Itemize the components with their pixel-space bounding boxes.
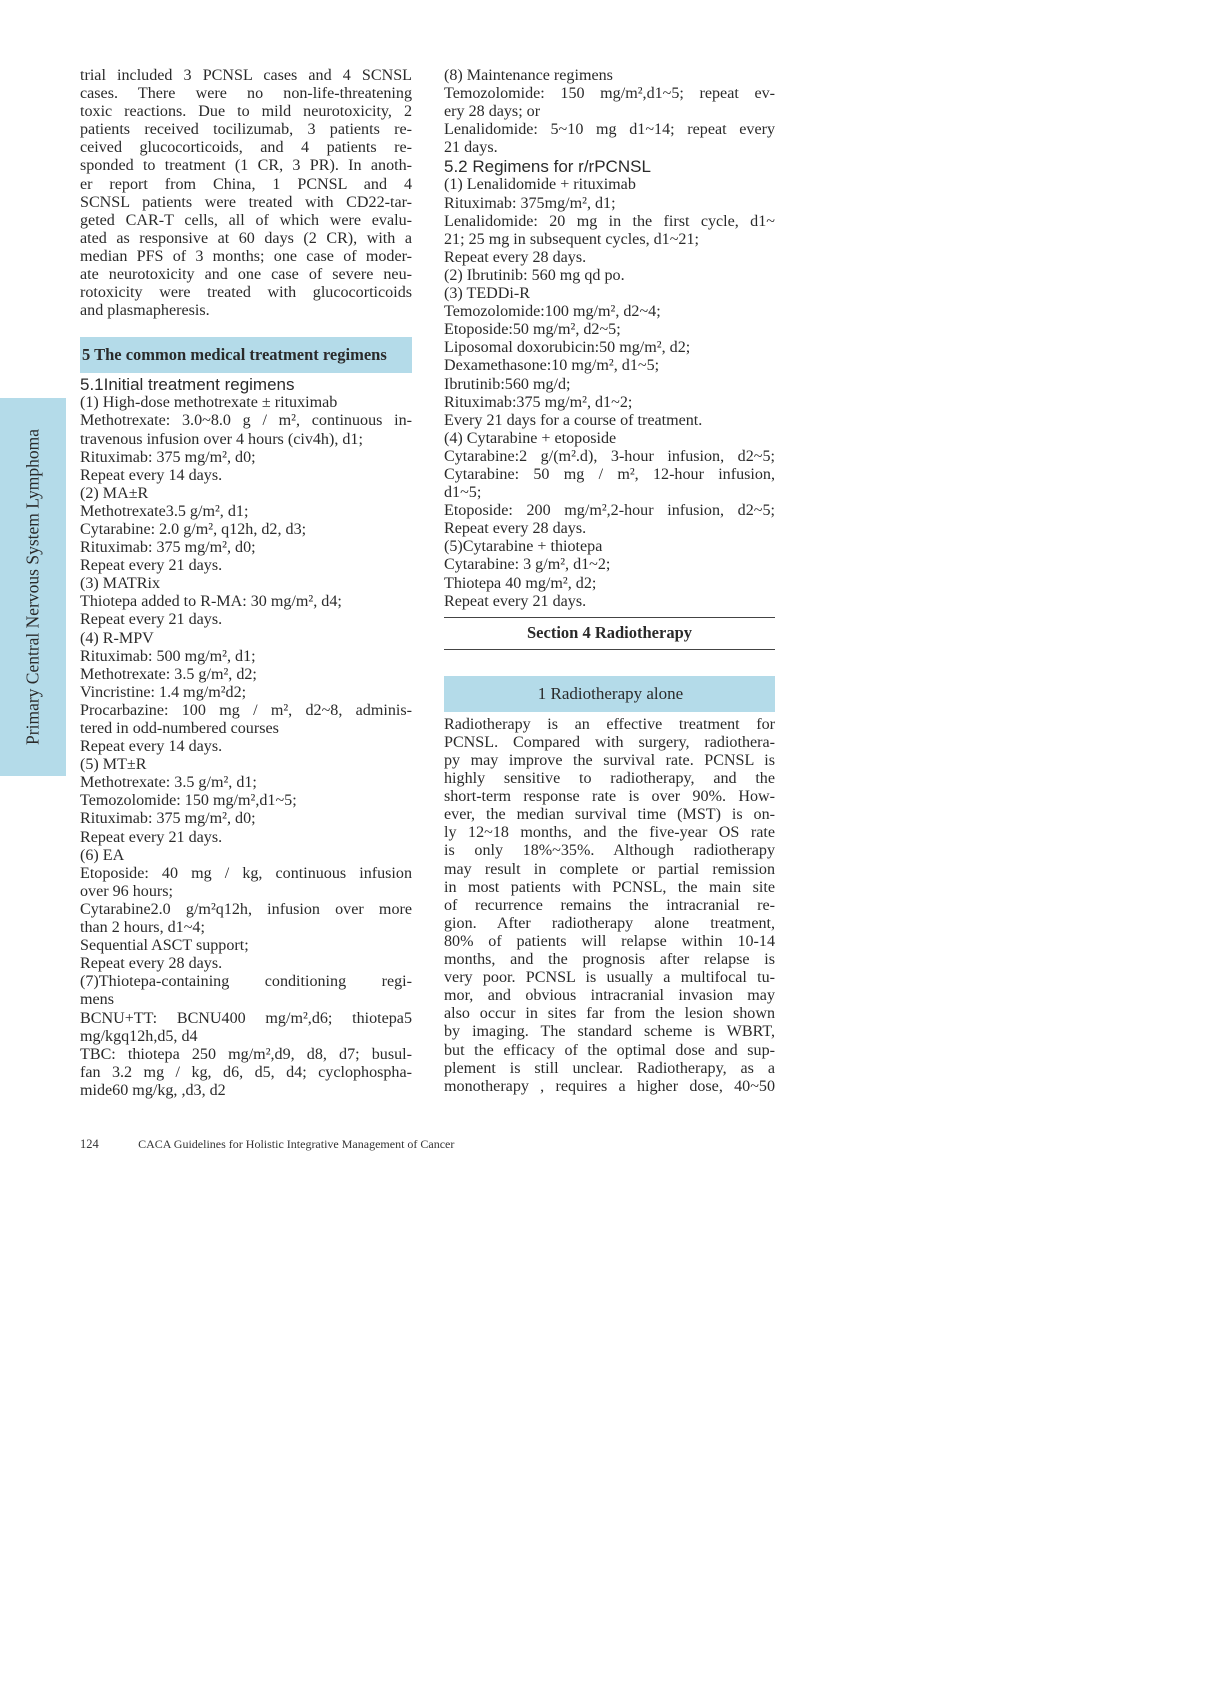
text-line: monotherapy , requires a higher dose, 40~50 <box>444 1077 775 1095</box>
regimen-line: over 96 hours; <box>80 882 173 900</box>
regimen-line: TBC: thiotepa 250 mg/m²,d9, d8, d7; busul- <box>80 1045 412 1063</box>
regimen-line: (1) Lenalidomide + rituximab <box>444 176 636 194</box>
text-line: and plasmapheresis. <box>80 302 210 320</box>
text-line: ated as responsive at 60 days (2 CR), with a <box>80 229 412 247</box>
regimen-line: Repeat every 14 days. <box>80 466 223 484</box>
left-column <box>80 67 412 1100</box>
regimen-line: Rituximab: 375mg/m², d1; <box>444 194 616 212</box>
regimen-line: (8) Maintenance regimens <box>444 67 613 84</box>
regimen-line: (4) R-MPV <box>80 629 154 647</box>
regimen-line: Ibrutinib:560 mg/d; <box>444 375 571 393</box>
text-line: may result in complete or partial remission <box>444 860 775 878</box>
text-line: ceived glucocorticoids, and 4 patients re- <box>80 139 412 157</box>
regimen-line: Methotrexate: 3.0~8.0 g / m², continuous in- <box>80 412 412 430</box>
regimen-line: Repeat every 28 days. <box>444 248 587 266</box>
side-tab-label: Primary Central Nervous System Lymphoma <box>22 429 43 745</box>
text-line: PCNSL. Compared with surgery, radiothera- <box>444 733 775 751</box>
text-line: py may improve the survival rate. PCNSL is <box>444 752 775 769</box>
text-line: ate neurotoxicity and one case of severe neu- <box>80 266 412 284</box>
regimen-line: Methotrexate: 3.5 g/m², d1; <box>80 774 257 792</box>
regimen-line: Rituximab: 375 mg/m², d0; <box>80 810 256 828</box>
text-line: short-term response rate is over 90%. How- <box>444 788 775 806</box>
regimen-line: Repeat every 28 days. <box>80 955 223 973</box>
regimen-line: Cytarabine: 2.0 g/m², q12h, d2, d3; <box>80 520 307 538</box>
regimen-line: Cytarabine2.0 g/m²q12h, infusion over more <box>80 900 412 918</box>
regimen-line: Repeat every 21 days. <box>80 828 223 846</box>
running-title: CACA Guidelines for Holistic Integrative Management of Cancer <box>138 1137 455 1151</box>
text-line: rotoxicity were treated with glucocorticoids <box>80 284 412 302</box>
subsection-heading: 5.2 Regimens for r/rPCNSL <box>444 157 651 177</box>
regimen-line: Temozolomide:100 mg/m², d2~4; <box>444 303 661 321</box>
section-title: Section 4 Radiotherapy <box>444 617 775 650</box>
side-tab <box>0 398 66 776</box>
regimen-line: Methotrexate3.5 g/m², d1; <box>80 502 249 520</box>
text-line: of recurrence remains the intracranial re- <box>444 896 775 914</box>
regimen-line: Repeat every 14 days. <box>80 738 223 756</box>
regimen-line: Repeat every 21 days. <box>80 611 223 629</box>
regimen-line: Lenalidomide: 20 mg in the first cycle, d1~ <box>444 212 775 230</box>
section-heading-box: 5 The common medical treatment regimens <box>80 337 412 373</box>
regimen-line: Rituximab: 375 mg/m², d0; <box>80 539 256 557</box>
text-line: Radiotherapy is an effective treatment for <box>444 715 775 733</box>
text-line: highly sensitive to radiotherapy, and the <box>444 770 775 788</box>
regimen-line: tered in odd-numbered courses <box>80 720 279 737</box>
regimen-line: (2) Ibrutinib: 560 mg qd po. <box>444 266 625 284</box>
text-line: geted CAR-T cells, all of which were evalu- <box>80 211 412 229</box>
regimen-line: mg/kgq12h,d5, d4 <box>80 1027 198 1045</box>
text-line: gion. After radiotherapy alone treatment, <box>444 914 775 932</box>
text-line: er report from China, 1 PCNSL and 4 <box>80 175 412 193</box>
intro-paragraph <box>80 67 412 320</box>
regimen-line: (6) EA <box>80 846 125 864</box>
page-number: 124 <box>80 1137 99 1151</box>
regimen-line: Cytarabine:2 g/(m².d), 3-hour infusion, d2~5; <box>444 447 775 465</box>
text-line: median PFS of 3 months; one case of moder- <box>80 247 412 265</box>
regimen-line: mens <box>80 991 114 1009</box>
regimen-line: Thiotepa 40 mg/m², d2; <box>444 574 597 592</box>
relapsed-regimen-list <box>444 176 775 610</box>
text-line: mor, and obvious intracranial invasion may <box>444 987 775 1005</box>
regimen-line: Rituximab: 500 mg/m², d1; <box>80 647 256 665</box>
regimen-line: Etoposide:50 mg/m², d2~5; <box>444 321 621 339</box>
text-line: by imaging. The standard scheme is WBRT, <box>444 1023 775 1041</box>
regimen-line: Methotrexate: 3.5 g/m², d2; <box>80 665 257 683</box>
text-line: SCNSL patients were treated with CD22-tar- <box>80 193 412 211</box>
regimen-line: Repeat every 21 days. <box>80 557 223 575</box>
right-column <box>444 67 775 1096</box>
regimen-line: travenous infusion over 4 hours (civ4h), d1; <box>80 430 363 448</box>
text-line: toxic reactions. Due to mild neurotoxicity, 2 <box>80 103 412 121</box>
regimen-line: (2) MA±R <box>80 484 149 502</box>
regimen-line: ery 28 days; or <box>444 103 541 121</box>
regimen-line: 21 days. <box>444 139 498 157</box>
regimen-line: Dexamethasone:10 mg/m², d1~5; <box>444 357 660 375</box>
section-heading-box: 1 Radiotherapy alone <box>444 676 775 712</box>
text-line: 80% of patients will relapse within 10-14 <box>444 932 775 950</box>
regimen-line: Repeat every 28 days. <box>444 520 587 538</box>
text-line: plement is still unclear. Radiotherapy, as a <box>444 1059 775 1077</box>
text-line: ly 12~18 months, and the five-year OS rate <box>444 824 775 842</box>
regimen-line: Cytarabine: 50 mg / m², 12-hour infusion, <box>444 465 775 483</box>
regimen-line: Temozolomide: 150 mg/m²,d1~5; <box>80 792 297 810</box>
text-line: is only 18%~35%. Although radiotherapy <box>444 842 775 860</box>
text-line: cases. There were no non-life-threatening <box>80 85 412 103</box>
subsection-heading: 5.1Initial treatment regimens <box>80 375 295 395</box>
regimen-line: Vincristine: 1.4 mg/m²d2; <box>80 683 247 701</box>
regimen-line: Temozolomide: 150 mg/m²,d1~5; repeat ev- <box>444 85 775 103</box>
regimen-line: d1~5; <box>444 484 482 502</box>
text-line: sponded to treatment (1 CR, 3 PR). In anoth- <box>80 157 412 175</box>
regimen-line: than 2 hours, d1~4; <box>80 919 205 937</box>
regimen-line: Every 21 days for a course of treatment. <box>444 411 703 429</box>
regimen-line: Liposomal doxorubicin:50 mg/m², d2; <box>444 339 691 357</box>
page-footer <box>80 1137 454 1152</box>
regimen-line: (4) Cytarabine + etoposide <box>444 429 617 447</box>
text-line: trial included 3 PCNSL cases and 4 SCNSL <box>80 67 412 84</box>
regimen-line: Procarbazine: 100 mg / m², d2~8, adminis- <box>80 701 412 719</box>
regimen-line: Rituximab:375 mg/m², d1~2; <box>444 393 633 411</box>
regimen-line: Sequential ASCT support; <box>80 937 249 955</box>
regimen-line: Etoposide: 40 mg / kg, continuous infusion <box>80 864 412 882</box>
radiotherapy-paragraph <box>444 716 775 1096</box>
text-line: very poor. PCNSL is usually a multifocal tu- <box>444 969 775 987</box>
regimen-line: Etoposide: 200 mg/m²,2-hour infusion, d2~5; <box>444 502 775 520</box>
regimen-line: Thiotepa added to R-MA: 30 mg/m², d4; <box>80 593 342 611</box>
regimen-line: (1) High-dose methotrexate ± rituximab <box>80 394 338 412</box>
text-line: also occur in sites far from the lesion shown <box>444 1005 775 1023</box>
regimen-line: (3) MATRix <box>80 575 161 593</box>
regimen-line: Cytarabine: 3 g/m², d1~2; <box>444 556 611 574</box>
text-line: months, and the prognosis after relapse is <box>444 951 775 969</box>
regimen-line: (7)Thiotepa-containing conditioning regi- <box>80 973 412 991</box>
regimen-line: (3) TEDDi-R <box>444 285 530 303</box>
regimen-line: 21; 25 mg in subsequent cycles, d1~21; <box>444 230 700 248</box>
maintenance-regimens <box>444 67 775 157</box>
text-line: but the efficacy of the optimal dose and sup- <box>444 1041 775 1059</box>
text-line: in most patients with PCNSL, the main site <box>444 878 775 896</box>
regimen-line: (5) MT±R <box>80 756 147 774</box>
text-line: patients received tocilizumab, 3 patients re- <box>80 121 412 139</box>
regimen-list <box>80 394 412 1100</box>
regimen-line: BCNU+TT: BCNU400 mg/m²,d6; thiotepa5 <box>80 1009 412 1027</box>
regimen-line: Rituximab: 375 mg/m², d0; <box>80 448 256 466</box>
regimen-line: Lenalidomide: 5~10 mg d1~14; repeat every <box>444 121 775 139</box>
regimen-line: (5)Cytarabine + thiotepa <box>444 538 603 556</box>
regimen-line: fan 3.2 mg / kg, d6, d5, d4; cyclophospha- <box>80 1063 412 1081</box>
text-line: ever, the median survival time (MST) is on- <box>444 806 775 824</box>
regimen-line: mide60 mg/kg, ,d3, d2 <box>80 1081 226 1099</box>
regimen-line: Repeat every 21 days. <box>444 592 587 610</box>
